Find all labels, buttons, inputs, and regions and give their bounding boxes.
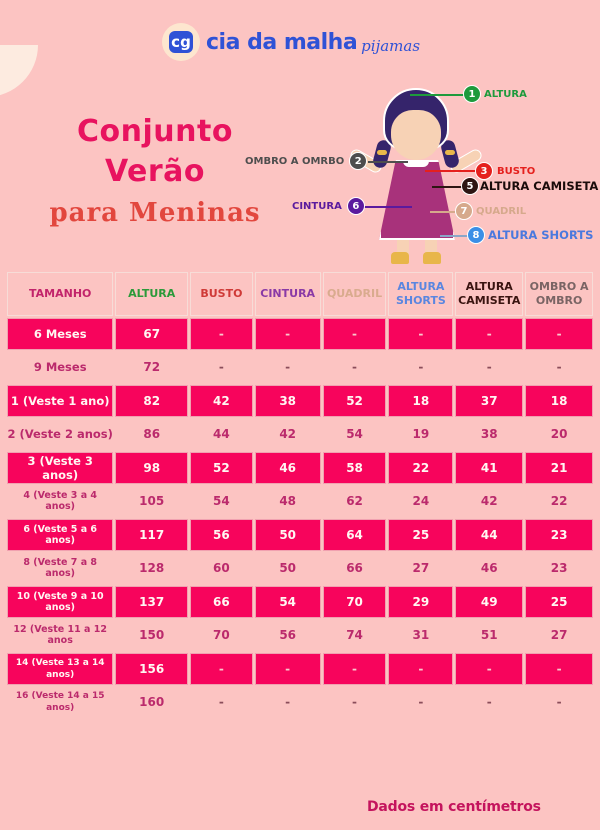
table-row xyxy=(7,385,593,417)
cell-busto: 60 xyxy=(213,561,230,576)
cell-busto: - xyxy=(190,318,253,350)
cell-altura: 150 xyxy=(139,628,165,643)
callout-label: ALTURA xyxy=(484,88,527,100)
cell-quadril: 64 xyxy=(323,519,387,551)
cell-size: 12 (Veste 11 a 12 anos xyxy=(13,624,107,647)
size-chart-table xyxy=(5,270,595,720)
callout-label: QUADRIL xyxy=(476,205,527,217)
units-note: Dados em centímetros xyxy=(367,799,541,815)
cell-altura: 67 xyxy=(115,318,188,350)
callout-altura-camiseta xyxy=(461,177,598,195)
cell-ombro-a-ombro: 23 xyxy=(550,561,568,576)
cell-altura-shorts: - xyxy=(388,653,453,685)
cell-busto: - xyxy=(218,360,224,375)
cell-altura-camiseta: 42 xyxy=(480,494,498,509)
callout-number-badge: 3 xyxy=(475,162,493,180)
cell-cintura: 56 xyxy=(279,628,297,643)
cell-altura: 86 xyxy=(143,427,161,442)
column-header-altura: ALTURA xyxy=(115,272,188,316)
callout-line-ombro xyxy=(368,161,408,163)
cell-altura-shorts: 18 xyxy=(388,385,453,417)
cell-size: 2 (Veste 2 anos) xyxy=(7,427,113,442)
cell-busto: 66 xyxy=(190,586,253,618)
cell-quadril: - xyxy=(352,360,358,375)
cell-busto: 56 xyxy=(190,519,253,551)
cell-altura-shorts: 29 xyxy=(388,586,453,618)
cell-altura-shorts: 27 xyxy=(412,561,430,576)
cell-altura: 72 xyxy=(143,360,161,375)
cell-size: 1 (Veste 1 ano) xyxy=(7,385,113,417)
cell-size: 16 (Veste 14 a 15 anos) xyxy=(15,691,105,714)
brand-subtitle: pijamas xyxy=(361,37,421,55)
cell-altura: 160 xyxy=(139,695,165,710)
title-line-1: Conjunto xyxy=(77,114,233,149)
cell-quadril: - xyxy=(352,695,358,710)
callout-cintura xyxy=(292,197,365,215)
callout-line-camiseta xyxy=(432,186,462,188)
table-row xyxy=(7,519,593,551)
cell-cintura: - xyxy=(255,318,321,350)
cell-altura-shorts: - xyxy=(418,695,424,710)
cell-altura-shorts: 25 xyxy=(388,519,453,551)
cell-altura-shorts: 22 xyxy=(388,452,453,484)
cell-quadril: 58 xyxy=(323,452,387,484)
left-hair-tie xyxy=(377,150,387,155)
cell-altura: 98 xyxy=(115,452,188,484)
cell-ombro-a-ombro: - xyxy=(556,360,562,375)
cell-busto: 52 xyxy=(190,452,253,484)
cell-ombro-a-ombro: 27 xyxy=(550,628,568,643)
column-header-tamanho: TAMANHO xyxy=(7,272,113,316)
cell-altura-camiseta: 49 xyxy=(455,586,523,618)
cell-cintura: - xyxy=(255,653,321,685)
callout-number-badge: 6 xyxy=(347,197,365,215)
cell-altura-camiseta: - xyxy=(486,695,492,710)
cell-altura: 105 xyxy=(139,494,165,509)
cell-quadril: - xyxy=(323,318,387,350)
cell-busto: 42 xyxy=(190,385,253,417)
cell-quadril: 70 xyxy=(323,586,387,618)
callout-label: ALTURA SHORTS xyxy=(488,228,594,242)
column-header-altura-shorts: ALTURA SHORTS xyxy=(388,272,453,316)
cell-cintura: - xyxy=(285,360,291,375)
callout-label: OMBRO A OMRBO xyxy=(245,155,345,167)
cell-size: 8 (Veste 7 a 8 anos) xyxy=(23,557,98,580)
callout-line-busto xyxy=(425,170,480,172)
cell-quadril: 54 xyxy=(346,427,363,442)
cell-altura: 117 xyxy=(115,519,188,551)
callout-number-badge: 8 xyxy=(467,226,485,244)
cell-size: 3 (Veste 3 anos) xyxy=(7,452,113,484)
cell-size: 14 (Veste 13 a 14 anos) xyxy=(7,653,113,685)
cell-busto: 54 xyxy=(213,494,230,509)
cell-size: 9 Meses xyxy=(33,360,87,375)
right-boot xyxy=(423,252,441,264)
cell-cintura: 50 xyxy=(255,519,321,551)
cell-ombro-a-ombro: - xyxy=(556,695,562,710)
girl-measurement-illustration xyxy=(345,80,485,270)
cell-busto: - xyxy=(190,653,253,685)
cell-cintura: 54 xyxy=(255,586,321,618)
callout-altura xyxy=(463,85,527,103)
cell-size: 6 Meses xyxy=(7,318,113,350)
cell-altura-shorts: - xyxy=(418,360,424,375)
cell-ombro-a-ombro: 21 xyxy=(525,452,593,484)
table-row xyxy=(7,687,593,719)
callout-number-badge: 2 xyxy=(349,152,367,170)
table-row xyxy=(7,452,593,484)
cell-altura-camiseta: 51 xyxy=(480,628,498,643)
page-title xyxy=(0,112,310,232)
callout-ombro-a-ombro xyxy=(245,152,367,170)
cell-ombro-a-ombro: 20 xyxy=(550,427,568,442)
cell-ombro-a-ombro: 22 xyxy=(550,494,568,509)
cell-altura-camiseta: 37 xyxy=(455,385,523,417)
cell-cintura: 50 xyxy=(279,561,297,576)
cell-busto: 70 xyxy=(213,628,230,643)
table-header-row xyxy=(7,272,593,316)
title-line-2: Verão xyxy=(104,154,206,189)
callout-number-badge: 7 xyxy=(455,202,473,220)
right-hair-tie xyxy=(445,150,455,155)
callout-line-quadril xyxy=(430,211,455,213)
cell-altura-camiseta: - xyxy=(455,318,523,350)
table-row xyxy=(7,486,593,518)
cell-altura-camiseta: - xyxy=(455,653,523,685)
table-row xyxy=(7,653,593,685)
callout-quadril xyxy=(455,202,526,220)
cell-ombro-a-ombro: - xyxy=(525,653,593,685)
cell-ombro-a-ombro: 23 xyxy=(525,519,593,551)
cell-size: 10 (Veste 9 a 10 anos) xyxy=(7,586,113,618)
cell-cintura: 48 xyxy=(279,494,297,509)
cell-busto: - xyxy=(218,695,224,710)
cell-altura-shorts: - xyxy=(388,318,453,350)
column-header-cintura: CINTURA xyxy=(255,272,321,316)
table-row xyxy=(7,620,593,652)
callout-line-shorts xyxy=(440,235,470,237)
cell-busto: 44 xyxy=(213,427,230,442)
table-row xyxy=(7,553,593,585)
cell-altura-shorts: 31 xyxy=(412,628,430,643)
callout-line-cintura xyxy=(362,206,412,208)
cell-altura-camiseta: - xyxy=(486,360,492,375)
column-header-altura-camiseta: ALTURA CAMISETA xyxy=(455,272,523,316)
cell-cintura: - xyxy=(285,695,291,710)
table-row xyxy=(7,318,593,350)
title-line-3: para Meninas xyxy=(49,198,261,228)
cell-altura-shorts: 19 xyxy=(412,427,430,442)
cell-altura-camiseta: 38 xyxy=(480,427,498,442)
callout-label: BUSTO xyxy=(497,165,536,177)
callout-number-badge: 1 xyxy=(463,85,481,103)
brand-logo xyxy=(162,22,420,62)
table-row xyxy=(7,352,593,384)
callout-altura-shorts xyxy=(467,226,593,244)
left-boot xyxy=(391,252,409,264)
cell-altura: 137 xyxy=(115,586,188,618)
callout-number-badge: 5 xyxy=(461,177,479,195)
logo-mark-icon: cg xyxy=(169,31,193,53)
column-header-ombro-a-ombro: OMBRO A OMBRO xyxy=(525,272,593,316)
decorative-corner-shape xyxy=(0,45,38,97)
cell-ombro-a-ombro: - xyxy=(525,318,593,350)
cell-quadril: 52 xyxy=(323,385,387,417)
callout-label: CINTURA xyxy=(292,200,342,212)
cell-size: 4 (Veste 3 a 4 anos) xyxy=(23,490,98,513)
table-row xyxy=(7,586,593,618)
cell-quadril: 62 xyxy=(346,494,363,509)
cell-quadril: - xyxy=(323,653,387,685)
cell-cintura: 38 xyxy=(255,385,321,417)
cell-altura: 82 xyxy=(115,385,188,417)
cell-altura-shorts: 24 xyxy=(412,494,430,509)
cell-cintura: 42 xyxy=(279,427,297,442)
cell-quadril: 74 xyxy=(346,628,363,643)
callout-label: ALTURA CAMISETA xyxy=(480,179,599,193)
cell-altura-camiseta: 41 xyxy=(455,452,523,484)
face xyxy=(391,110,441,160)
brand-name: cia da malha xyxy=(206,29,358,55)
cell-ombro-a-ombro: 25 xyxy=(525,586,593,618)
table-row xyxy=(7,419,593,451)
cell-altura-camiseta: 44 xyxy=(455,519,523,551)
cell-altura: 156 xyxy=(115,653,188,685)
column-header-busto: BUSTO xyxy=(190,272,253,316)
cell-altura-camiseta: 46 xyxy=(480,561,498,576)
logo-badge xyxy=(162,23,200,61)
column-header-quadril: QUADRIL xyxy=(323,272,387,316)
cell-ombro-a-ombro: 18 xyxy=(525,385,593,417)
cell-cintura: 46 xyxy=(255,452,321,484)
callout-line-altura xyxy=(410,94,465,96)
cell-altura: 128 xyxy=(139,561,165,576)
cell-size: 6 (Veste 5 a 6 anos) xyxy=(7,519,113,551)
dress xyxy=(379,160,455,240)
cell-quadril: 66 xyxy=(346,561,363,576)
